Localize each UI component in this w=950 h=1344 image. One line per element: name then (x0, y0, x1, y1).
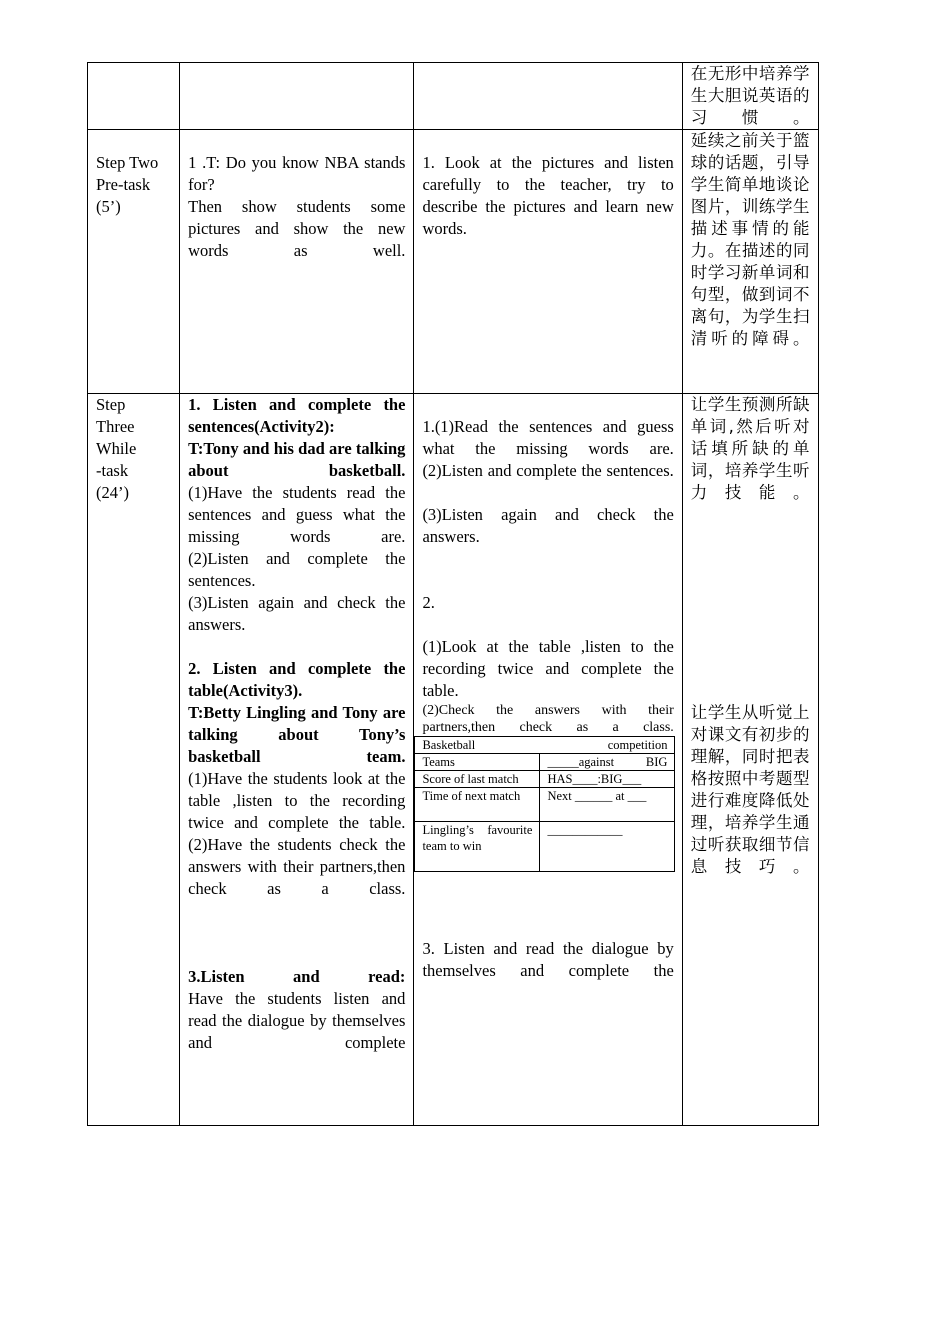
step-phase: While (96, 439, 137, 458)
teacher-text: (3)Listen again and check the answers. (188, 593, 406, 634)
student-text: 2. (422, 593, 435, 612)
purpose-cell (682, 394, 818, 1126)
purpose-cell (682, 130, 818, 394)
teacher-activity-cell (180, 63, 414, 130)
competition-table-title: Basketball competition (415, 737, 675, 754)
table-cell: HAS____:BIG___ (540, 771, 675, 788)
table-cell: Lingling’s favourite team to win (415, 822, 540, 872)
activity-title: 3.Listen and read: (188, 967, 406, 986)
activity-title: 1. Listen and complete the sentences(Activity2): (188, 395, 406, 436)
step-cell (88, 63, 180, 130)
student-activity-cell (414, 394, 682, 1126)
step-cell (88, 394, 180, 1126)
table-row (415, 754, 675, 771)
step-name: Step (96, 395, 126, 414)
step-phase: -task (96, 461, 129, 480)
teacher-activity-cell (180, 394, 414, 1126)
table-row (415, 771, 675, 788)
competition-table (414, 736, 675, 872)
student-activity-cell (414, 130, 682, 394)
teacher-text: (2)Listen and complete the sentences. (188, 549, 406, 590)
step-time: (5’) (96, 197, 121, 216)
teacher-text: (1)Have the students look at the table ,listen to the recording twice and complete the table. (188, 769, 406, 832)
step-name: Three (96, 417, 135, 436)
table-row (415, 822, 675, 872)
table-row (88, 130, 819, 394)
table-cell: ____________ (540, 822, 675, 872)
step-time: (24’) (96, 483, 129, 502)
lesson-plan-table (87, 62, 819, 1126)
purpose-text: 让学生从听觉上对课文有初步的理解，同时把表格按照中考题型进行难度降低处理，培养学生通过听获取细节信息技巧。 (690, 703, 810, 876)
activity-subtitle: T:Tony and his dad are talking about basketball. (188, 439, 406, 480)
student-text: (2)Listen and complete the sentences. (422, 461, 674, 480)
table-cell: Next ______ at ___ (540, 788, 675, 822)
teacher-text: (1)Have the students read the sentences and guess what the missing words are. (188, 483, 406, 546)
purpose-cell (682, 63, 818, 130)
step-cell (88, 130, 180, 394)
table-row (415, 788, 675, 822)
teacher-text: (2)Have the students check the answers with their partners,then check as a class. (188, 835, 406, 898)
purpose-text: 延续之前关于篮球的话题，引导学生简单地谈论图片，训练学生描述事情的能力。在描述的同时学习新单词和句型，做到词不离句，为学生扫清听的障碍。 (690, 131, 810, 348)
student-text: (2)Check the answers with their partners,then check as a class. (422, 703, 674, 735)
student-text: 1.(1)Read the sentences and guess what the missing words are. (422, 417, 674, 458)
step-name: Step Two (96, 153, 159, 172)
table-cell: _____against BIG (540, 754, 675, 771)
table-cell: Time of next match (415, 788, 540, 822)
student-activity-cell (414, 63, 682, 130)
step-phase: Pre-task (96, 175, 151, 194)
activity-subtitle: T:Betty Lingling and Tony are talking about Tony’s basketball team. (188, 703, 406, 766)
table-cell: Teams (415, 754, 540, 771)
student-text: 3. Listen and read the dialogue by themselves and complete the (422, 939, 674, 980)
student-text: (3)Listen again and check the answers. (422, 505, 674, 546)
teacher-text: Have the students listen and read the dialogue by themselves and complete (188, 989, 406, 1052)
teacher-text: Then show students some pictures and show the new words as well. (188, 197, 406, 260)
table-row (88, 394, 819, 1126)
table-row (88, 63, 819, 130)
student-text: (1)Look at the table ,listen to the recording twice and complete the table. (422, 637, 674, 700)
activity-title: 2. Listen and complete the table(Activity3). (188, 659, 406, 700)
table-cell: Score of last match (415, 771, 540, 788)
teacher-text: 1 .T: Do you know NBA stands for? (188, 153, 406, 194)
teacher-activity-cell (180, 130, 414, 394)
student-text: 1. Look at the pictures and listen carefully to the teacher, try to describe the pictures and learn new words. (422, 153, 674, 238)
purpose-text: 在无形中培养学生大胆说英语的习惯。 (690, 64, 810, 127)
purpose-text: 让学生预测所缺单词,然后听对话填所缺的单词，培养学生听力技能。 (690, 395, 810, 502)
